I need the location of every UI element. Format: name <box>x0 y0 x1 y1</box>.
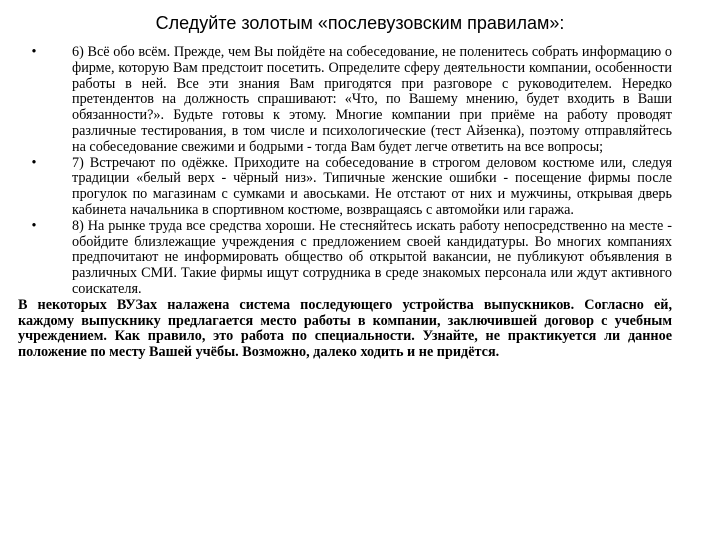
bullet-item-7 <box>31 154 672 219</box>
slide-body <box>18 44 672 361</box>
bullet-dot-icon: • <box>31 44 37 60</box>
bullet-text: 6) Всё обо всём. Прежде, чем Вы пойдёте на собеседование, не поленитесь собрать информацию о фирме, которую Вам предстоит посетить. Определите сферу деятельности компании, особенности работы в ней. Все эти знания Вам пригодятся при разговоре с руководителем. Нередко претендентов на должность спрашивают: «Что, по Вашему мнению, будет входить в Ваши обязанности?». Будьте готовы к этому. Многие компании при приёме на работу проводят различные тестирования, в том числе и психологические (тест Айзенка), поэтому отправляйтесь на собеседование свежими и бодрыми - тогда Вам будет легче ответить на все вопросы; <box>72 44 672 155</box>
bullet-list <box>31 44 672 298</box>
slide-title: Следуйте золотым «послевузовским правилам»: <box>155 13 565 33</box>
bullet-dot-icon: • <box>31 217 37 234</box>
bullet-item-8 <box>31 217 672 298</box>
bullet-dot-icon: • <box>31 154 37 171</box>
summary-paragraph: В некоторых ВУЗах налажена система последующего устройства выпускников. Согласно ей, каждому выпускнику предлагается место работы в компании, заключившей договор с учебным учреждением. Как правило, это работа по специальности. Узнайте, не практикуется ли данное положение по месту Вашей учёбы. Возможно, далеко ходить и не придётся. <box>18 296 672 361</box>
bullet-item-6 <box>31 44 672 156</box>
bullet-text: 7) Встречают по одёжке. Приходите на собеседование в строгом деловом костюме или, следуя традиции «белый верх - чёрный низ». Типичные женские ошибки - посещение фирмы после прогулок по магазинам с сумками и авоськами. Не отстают от них и мужчины, открывая дверь кабинета начальника в спортивном костюме, возвращаясь с автомойки или гаража. <box>72 154 672 218</box>
bullet-text: 8) На рынке труда все средства хороши. Не стесняйтесь искать работу непосредственно на месте - обойдите близлежащие учреждения с предложением своей кандидатуры. Во многих компаниях предпочитают не информировать общество об открытой вакансии, не публикуют объявления в различных СМИ. Такие фирмы ищут сотрудника в среде знакомых персонала или ждут активного соискателя. <box>72 217 672 297</box>
